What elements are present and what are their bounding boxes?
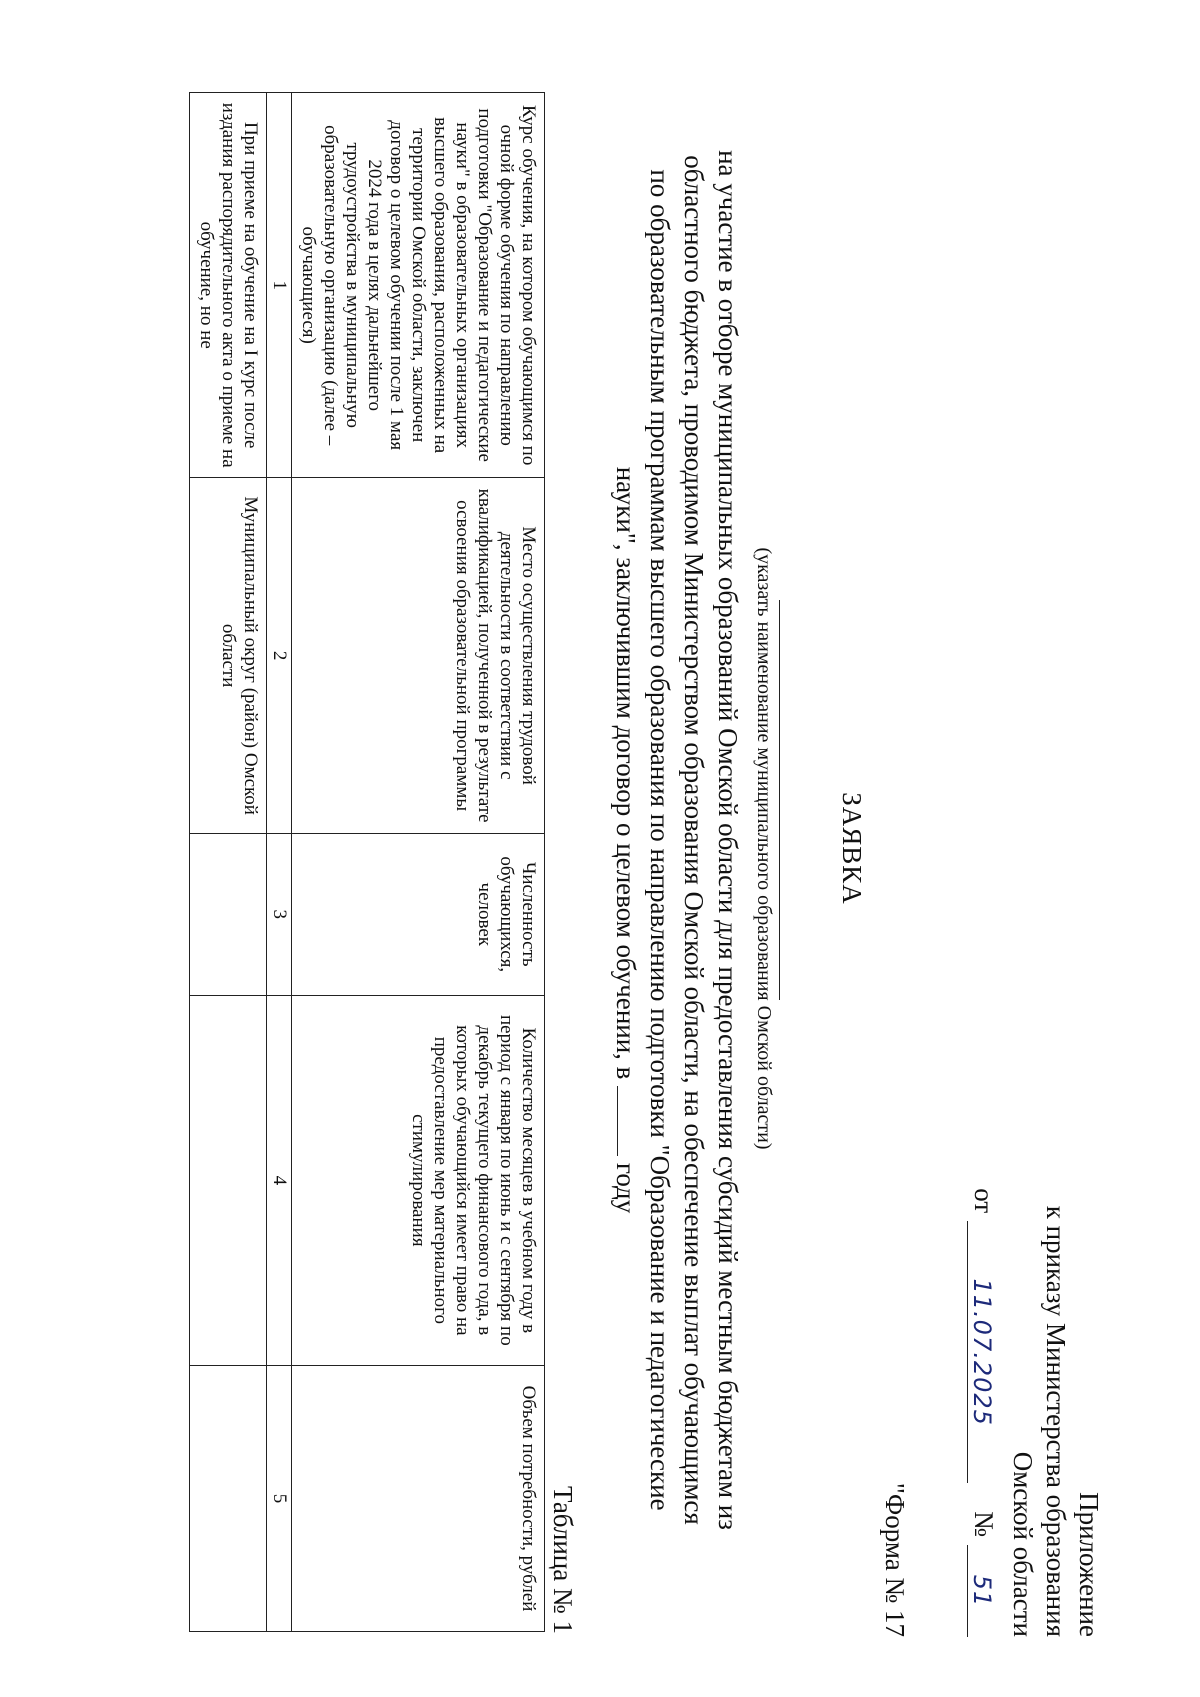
order-number-handwritten: 51 bbox=[968, 1574, 996, 1608]
table-cell: При приеме на обучение на I курс после издания распорядительного акта о приеме на обучение, но не bbox=[190, 93, 267, 478]
header-cell: Объем потребности, рублей bbox=[292, 1366, 545, 1632]
intro-line bbox=[609, 120, 643, 1560]
order-date-field bbox=[967, 1221, 997, 1483]
document-title: ЗАЯВКА bbox=[837, 792, 867, 905]
column-number-cell: 1 bbox=[267, 93, 292, 478]
date-prefix: от bbox=[969, 1188, 999, 1214]
order-reference: к приказу Министерства образования bbox=[1041, 1205, 1071, 1637]
order-date-handwritten: 11.07.2025 bbox=[968, 1278, 996, 1426]
table-header-row bbox=[292, 93, 545, 1632]
column-number-cell: 4 bbox=[267, 995, 292, 1365]
table-cell bbox=[190, 1366, 267, 1632]
municipality-caption: (указать наименование муниципального образования Омской области) bbox=[753, 547, 775, 1150]
appendix-header bbox=[967, 997, 1105, 1637]
number-prefix: № bbox=[969, 1511, 999, 1537]
column-number-cell: 2 bbox=[267, 478, 292, 833]
intro-line: областного бюджета, проводимом Министерством образования Омской области, на обеспечение выплат обучающимся bbox=[679, 155, 709, 1525]
table-cell bbox=[190, 995, 267, 1365]
header-cell: Место осуществления трудовой деятельности в соответствии с квалификацией, полученной в результате освоения образовательной программы bbox=[292, 478, 545, 833]
table-row bbox=[190, 93, 267, 1632]
intro-paragraph bbox=[609, 120, 745, 1560]
application-table bbox=[189, 92, 545, 1632]
column-number-cell: 5 bbox=[267, 1366, 292, 1632]
municipality-name-line bbox=[779, 600, 780, 1000]
column-number-row bbox=[267, 93, 292, 1632]
intro-line: на участие в отборе муниципальных образований Омской области для предоставления субсидий местным бюджетам из bbox=[713, 150, 743, 1530]
appendix-label: Приложение bbox=[1074, 1492, 1104, 1637]
header-cell: Численность обучающихся, человек bbox=[292, 833, 545, 995]
year-blank-field bbox=[617, 1086, 618, 1156]
intro-line: по образовательным программам высшего образования по направлению подготовки "Образование и педагогические bbox=[645, 169, 675, 1511]
header-cell: Количество месяцев в учебном году в период с января по июнь и с сентября по декабрь текущего финансового года, в которых обучающийся имеет право на предоставление мер материального стимулирования bbox=[292, 995, 545, 1365]
header-cell: Курс обучения, на котором обучающимся по очной форме обучения по направлению подготовки "Образование и педагогические науки" в образовательных организациях высшего образования, расположенных на территории Омской области, заключен договор о целевом обучении после 1 мая 2024 года в целях дальнейшего трудоустройства в муниципальную образовательную организацию (далее – обучающиеся) bbox=[292, 93, 545, 478]
table-cell bbox=[190, 833, 267, 995]
table-cell: Муниципальный округ (район) Омской области bbox=[190, 478, 267, 833]
table-caption: Таблица № 1 bbox=[548, 1486, 578, 1634]
intro-line-end: году bbox=[611, 1162, 641, 1214]
region-name: Омской области bbox=[1008, 1451, 1038, 1637]
intro-line-start: науки", заключившим договор о целевом обучении, в bbox=[611, 466, 641, 1080]
column-number-cell: 3 bbox=[267, 833, 292, 995]
order-date-number-row bbox=[967, 997, 1000, 1637]
form-label: "Форма № 17 bbox=[880, 1482, 910, 1637]
order-number-field bbox=[967, 1545, 997, 1637]
